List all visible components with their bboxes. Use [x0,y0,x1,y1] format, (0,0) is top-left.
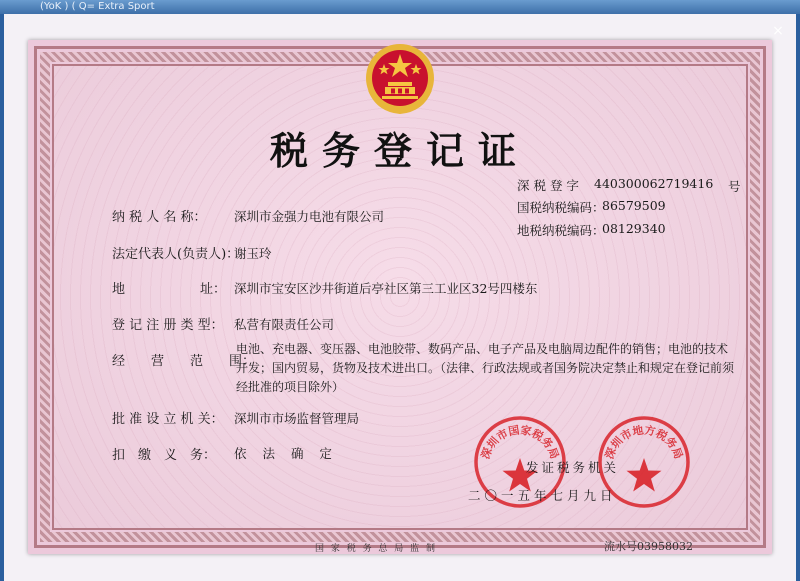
address: 深圳市宝安区沙井街道后亭社区第三工业区32号四楼东 [234,281,538,296]
business-scope: 电池、充电器、变压器、电池胶带、数码产品、电子产品及电脑周边配件的销售；电池的技术开发；国内贸易，货物及技术进出口。（法律、行政法规或者国务院决定禁止和规定在登记前须经批准的项目除外） [236,342,735,394]
issue-date: 二〇一五年七月九日 [468,488,617,503]
address-label-start: 地 [112,282,126,297]
national-seal-text: 深圳市国家税务局 [478,423,562,461]
local-seal-text: 深圳市地方税务局 [602,423,686,461]
approval-authority-label: 批 准 设 立 机 关： [112,412,224,427]
shenzhen-tax-no-label: 深 税 登 字 [517,178,579,193]
legal-rep-label: 法定代表人(负责人)： [112,247,240,262]
certificate-title: 税务登记证 [269,128,530,173]
withholding-label: 扣 缴 义 务： [112,448,217,463]
taxpayer-name-label: 纳 税 人 名 称： [112,210,207,225]
printer-label: 国 家 税 务 总 局 监 制 [314,544,438,554]
tax-registration-certificate [28,40,772,554]
local-tax-code-label: 地税纳税编码： [517,223,605,238]
taxpayer-name: 深圳市金强力电池有限公司 [234,209,385,224]
shenzhen-tax-no: 440300062719416 [594,176,714,191]
issuing-authority-label: 发证税务机关 [526,460,620,475]
business-scope-label: 经 营 范 围： [112,354,256,369]
national-tax-code: 86579509 [602,198,666,213]
address-label-end: 址： [200,282,227,297]
serial-number: 流水号03958032 [604,540,693,553]
close-icon: × [772,23,784,39]
window-title: (YoK ) ( Q= Extra Sport [40,1,155,12]
approval-authority: 深圳市市场监督管理局 [234,411,360,426]
national-emblem-icon [358,40,442,116]
reg-type-label: 登 记 注 册 类 型： [112,318,224,333]
withholding-value: 依 法 确 定 [234,446,338,461]
local-tax-code: 08129340 [602,221,666,236]
image-viewer [4,14,796,581]
legal-rep: 谢玉玲 [234,246,272,261]
shenzhen-tax-no-suffix: 号 [728,179,741,194]
close-button[interactable] [770,23,786,39]
reg-type: 私营有限责任公司 [234,317,335,332]
national-tax-code-label: 国税纳税编码： [517,200,605,215]
window-titlebar [0,0,800,14]
